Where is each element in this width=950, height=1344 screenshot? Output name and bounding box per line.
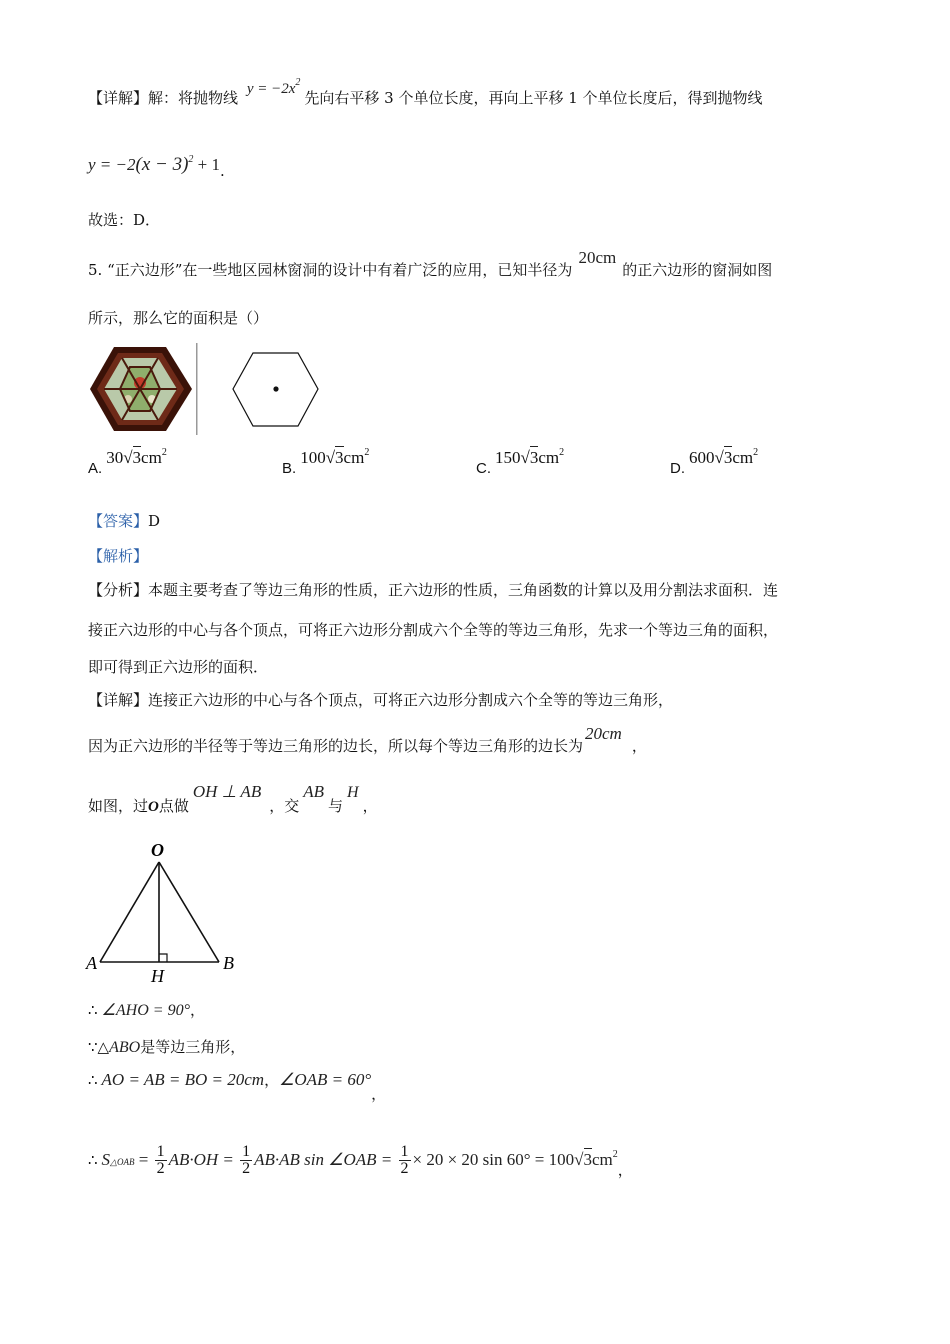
side-oa	[100, 862, 159, 962]
right-angle-mark	[159, 954, 167, 962]
detail-line-1	[88, 77, 763, 111]
option-b[interactable]: $B.100√3cm^2$	[282, 447, 370, 477]
fraction-half-1: $\frac{1}{2}$	[156, 1143, 165, 1177]
side-ob	[159, 862, 219, 962]
detail-tag: 【详解】	[88, 89, 149, 107]
step-4-area: ∴ S△OAB = $\frac{1}{2}$ AB·OH = $\frac{1}{2}$ AB·AB sin ∠OAB = $\frac{1}{2}$ × 20 × 20 $\sin 60^\circ = 100√3cm^2$，	[88, 1143, 633, 1179]
side-length-value: 20cm	[585, 724, 622, 743]
choose-line: 故选：D．	[88, 211, 161, 229]
step-2: ∵△ABO是等边三角形，	[88, 1038, 246, 1056]
label-b: B	[223, 953, 234, 973]
fenxi-line-1: 【分析】本题主要考查了等边三角形的性质，正六边形的性质，三角函数的计算以及用分割法求面积．连	[88, 581, 779, 599]
detail-text-2: 先向右平移 3 个单位长度，再向上平移 1 个单位长度后，得到抛物线	[304, 89, 763, 107]
option-d[interactable]: $D.600√3cm^2$	[670, 447, 759, 477]
question-number: 5.	[88, 261, 103, 279]
detail-text-1: 解：将抛物线	[148, 89, 239, 107]
label-h: H	[151, 966, 164, 986]
result-equation: $y = -2(x - 3)^2 + 1$.	[88, 154, 225, 180]
answer-line	[88, 511, 160, 531]
step-3: ∴ AO = AB = BO = 20cm，∠OAB = 60°，	[88, 1070, 387, 1103]
hexagon-diagram	[230, 350, 322, 430]
xiangjie-line-3: 如图，过O点做OH ⊥ AB，交AB与H，	[88, 782, 378, 815]
fenxi-line-2: 接正六边形的中心与各个顶点，可将正六边形分割成六个全等的等边三角形，先求一个等边三角的面积，	[88, 621, 779, 639]
option-a[interactable]: $A.30√3cm^2$	[88, 447, 167, 477]
label-a: A	[86, 953, 97, 973]
answer-value: D	[148, 512, 161, 530]
answer-tag: 【答案】	[88, 512, 149, 530]
fenxi-line-3: 即可得到正六边形的面积．	[88, 658, 269, 676]
question-text-2: 的正六边形的窗洞如图	[622, 261, 773, 279]
radius-value: 20cm	[578, 248, 617, 267]
option-c[interactable]: $C.150√3cm^2$	[476, 447, 565, 477]
question-5-line-2: 所示，那么它的面积是（）	[88, 309, 269, 327]
fraction-half-2: $\frac{1}{2}$	[242, 1143, 251, 1177]
fenxi-tag: 【分析】	[88, 581, 149, 599]
parabola-equation: $y = -2x^2$	[246, 77, 301, 97]
question-5-line-1	[88, 248, 773, 280]
xiangjie-tag: 【详解】	[88, 691, 149, 709]
analysis-tag: 【解析】	[88, 547, 149, 565]
xiangjie-line-2: 因为正六边形的半径等于等边三角形的边长，所以每个等边三角形的边长为20cm，	[88, 724, 647, 755]
label-o: O	[151, 840, 164, 860]
question-text-1: “正六边形”在一些地区园林窗洞的设计中有着广泛的应用，已知半径为	[107, 261, 573, 279]
hexagon-window-photo	[88, 343, 200, 435]
xiangjie-line-1: 【详解】连接正六边形的中心与各个顶点，可将正六边形分割成六个全等的等边三角形，	[88, 691, 674, 709]
step-1: ∴ ∠AHO = 90°，	[88, 1001, 205, 1019]
hexagon-center-dot	[273, 386, 278, 391]
triangle-diagram	[84, 838, 244, 986]
fraction-half-3: $\frac{1}{2}$	[400, 1143, 409, 1177]
